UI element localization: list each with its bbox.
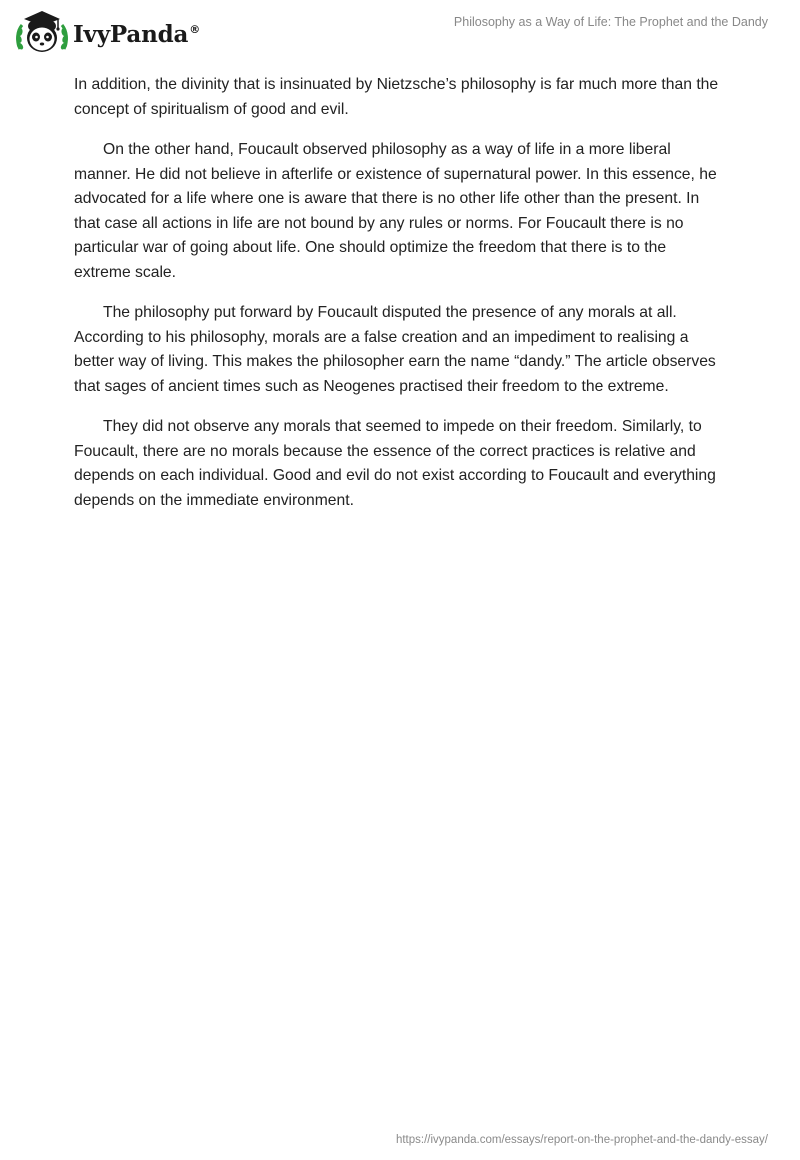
paragraph: In addition, the divinity that is insinuated by Nietzsche’s philosophy is far much more than the concept of spiritualism of good and evil. bbox=[74, 76, 719, 118]
registered-mark: ® bbox=[189, 22, 200, 36]
essay-body bbox=[74, 73, 726, 529]
page-header bbox=[0, 0, 800, 64]
paragraph: On the other hand, Foucault observed philosophy as a way of life in a more liberal manner. He did not believe in afterlife or existence of supernatural power. In this essence, he advocated for a life where one is aware that there is no other life other than the present. In that case all actions in life are not bound by any rules or norms. For Foucault there is no particular war of going about life. One should optimize the freedom that there is to the extreme scale. bbox=[74, 141, 717, 281]
brand-name: IvyPanda® bbox=[73, 20, 200, 48]
source-url-link[interactable]: https://ivypanda.com/essays/report-on-the-prophet-and-the-dandy-essay/ bbox=[395, 1134, 768, 1146]
running-title: Philosophy as a Way of Life: The Prophet and the Dandy bbox=[453, 15, 768, 29]
ivypanda-logo[interactable] bbox=[14, 9, 200, 55]
panda-graduation-cap-icon bbox=[14, 9, 70, 55]
paragraph: They did not observe any morals that seemed to impede on their freedom. Similarly, to Foucault, there are no morals because the essence of the correct practices is relative and depends on each individual. Good and evil do not exist according to Foucault and everything depends on the immediate environment. bbox=[74, 418, 716, 509]
paragraph: The philosophy put forward by Foucault disputed the presence of any morals at all. According to his philosophy, morals are a false creation and an impediment to realising a better way of living. This makes the philosopher earn the name “dandy.” The article observes that sages of ancient times such as Neogenes practised their freedom to the extreme. bbox=[74, 304, 716, 395]
